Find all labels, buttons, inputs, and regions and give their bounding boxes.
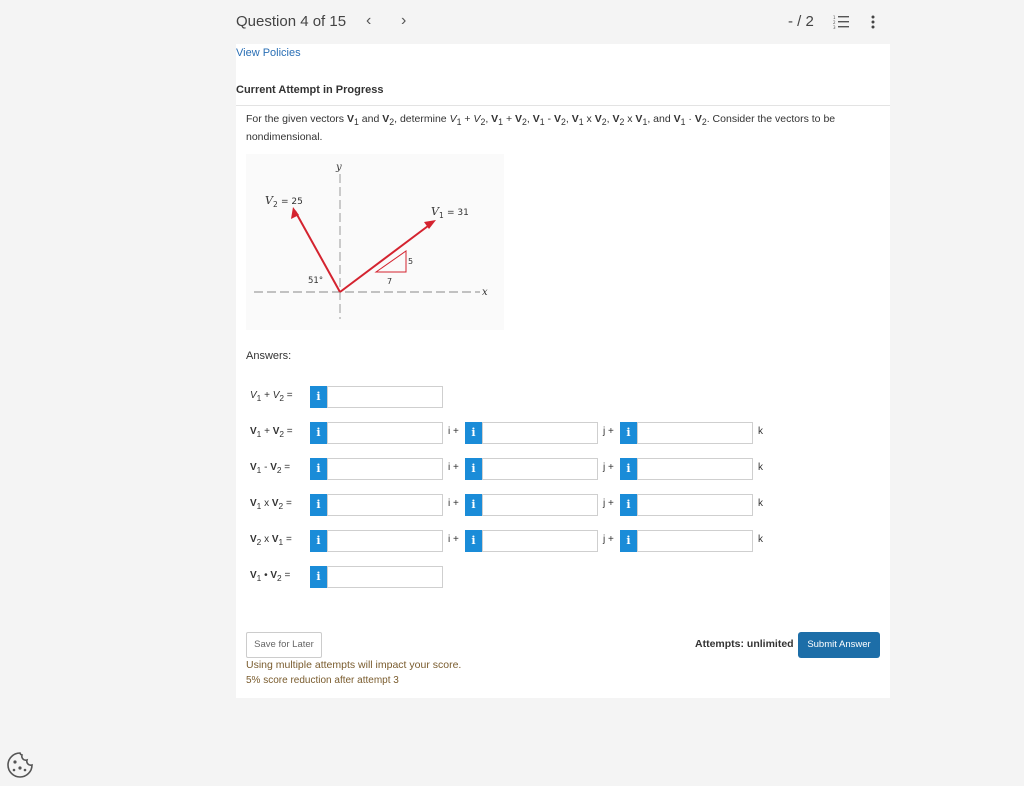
answer-row-label: $V_1 + V_2$ = (250, 426, 293, 439)
question-card (236, 44, 890, 698)
info-icon[interactable]: i (465, 530, 482, 552)
answer-row-label: $V_1$ • $V_2$ = (250, 570, 291, 583)
info-icon[interactable]: i (620, 530, 637, 552)
info-icon[interactable]: i (465, 494, 482, 516)
unit-label: i + (448, 426, 459, 437)
info-icon[interactable]: i (310, 386, 327, 408)
answer-input[interactable] (637, 494, 753, 516)
slope-run-label: 7 (387, 277, 393, 286)
answer-row-label: $V_1 - V_2$ = (250, 462, 291, 475)
view-policies-link[interactable]: View Policies (236, 47, 301, 59)
answer-row (250, 566, 780, 588)
question-counter: Question 4 of 15 (236, 13, 347, 30)
svg-text:2: 2 (833, 20, 836, 25)
answer-input[interactable] (482, 422, 598, 444)
answer-input[interactable] (327, 458, 443, 480)
unit-label: k (758, 498, 763, 509)
unit-label: j + (603, 462, 614, 473)
answer-input[interactable] (482, 458, 598, 480)
answer-input[interactable] (327, 566, 443, 588)
answer-row (250, 494, 780, 516)
attempt-status: Current Attempt in Progress (236, 84, 384, 96)
svg-text:3: 3 (833, 25, 836, 29)
svg-text:1: 1 (833, 15, 836, 20)
unit-label: i + (448, 498, 459, 509)
question-list-icon[interactable] (833, 15, 849, 29)
info-icon[interactable]: i (310, 422, 327, 444)
answer-input[interactable] (637, 458, 753, 480)
answer-row-label: $V_1 + V_2$ = (250, 390, 293, 403)
v2-symbol: V (265, 194, 273, 207)
info-icon[interactable]: i (620, 422, 637, 444)
vector-figure (246, 154, 504, 330)
v1-subscript: 1 (439, 211, 444, 220)
info-icon[interactable]: i (465, 422, 482, 444)
unit-label: j + (603, 426, 614, 437)
score-reduction-note: 5% score reduction after attempt 3 (246, 675, 399, 686)
y-axis-label: y (336, 162, 342, 173)
answer-input[interactable] (327, 422, 443, 444)
v1-value: = 31 (447, 208, 469, 218)
info-icon[interactable]: i (310, 566, 327, 588)
answer-input[interactable] (637, 530, 753, 552)
slope-rise-label: 5 (408, 257, 414, 266)
info-icon[interactable]: i (310, 458, 327, 480)
divider (236, 105, 890, 106)
score-display: - / 2 (788, 13, 814, 30)
answer-input[interactable] (327, 530, 443, 552)
answer-row (250, 386, 780, 408)
unit-label: k (758, 534, 763, 545)
unit-label: j + (603, 534, 614, 545)
unit-label: j + (603, 498, 614, 509)
previous-question-button[interactable]: ‹ (366, 12, 372, 29)
answer-input[interactable] (327, 494, 443, 516)
answer-row-label: $V_1$ x $V_2$ = (250, 498, 292, 511)
info-icon[interactable]: i (465, 458, 482, 480)
unit-label: k (758, 462, 763, 473)
info-icon[interactable]: i (310, 494, 327, 516)
save-for-later-button[interactable]: Save for Later (246, 632, 322, 658)
answer-input[interactable] (327, 386, 443, 408)
unit-label: k (758, 426, 763, 437)
question-text: For the given vectors $V_1$ and $V_2$, determine $V_1 + V_2$, $V_1 + V_2$, $V_1 - V_2$, $V_1$ x $V_2$, $V_2$ x $V_1$, and $V_1 \cdot V_2$. Consider the vectors to be nondimensional. (246, 113, 836, 144)
answer-row (250, 422, 780, 444)
answer-input[interactable] (482, 494, 598, 516)
vector-v1 (340, 223, 432, 292)
v1-symbol: V (431, 205, 439, 218)
top-bar (0, 0, 1024, 44)
x-axis-label: x (482, 287, 488, 298)
v2-subscript: 2 (273, 200, 278, 209)
answer-row (250, 458, 780, 480)
more-options-icon[interactable] (866, 14, 880, 30)
unit-label: i + (448, 462, 459, 473)
answers-label: Answers: (246, 350, 292, 362)
unit-label: i + (448, 534, 459, 545)
v2-value: = 25 (281, 197, 303, 207)
info-icon[interactable]: i (620, 494, 637, 516)
attempt-warning: Using multiple attempts will impact your score. (246, 659, 462, 671)
next-question-button[interactable]: › (401, 12, 407, 29)
cookie-settings-icon[interactable] (6, 751, 34, 779)
answer-row (250, 530, 780, 552)
answer-row-label: $V_2$ x $V_1$ = (250, 534, 292, 547)
answer-input[interactable] (482, 530, 598, 552)
info-icon[interactable]: i (620, 458, 637, 480)
attempts-remaining: Attempts: unlimited (695, 638, 794, 650)
answer-input[interactable] (637, 422, 753, 444)
info-icon[interactable]: i (310, 530, 327, 552)
submit-answer-button[interactable]: Submit Answer (798, 632, 880, 658)
angle-label: 51° (308, 276, 324, 286)
